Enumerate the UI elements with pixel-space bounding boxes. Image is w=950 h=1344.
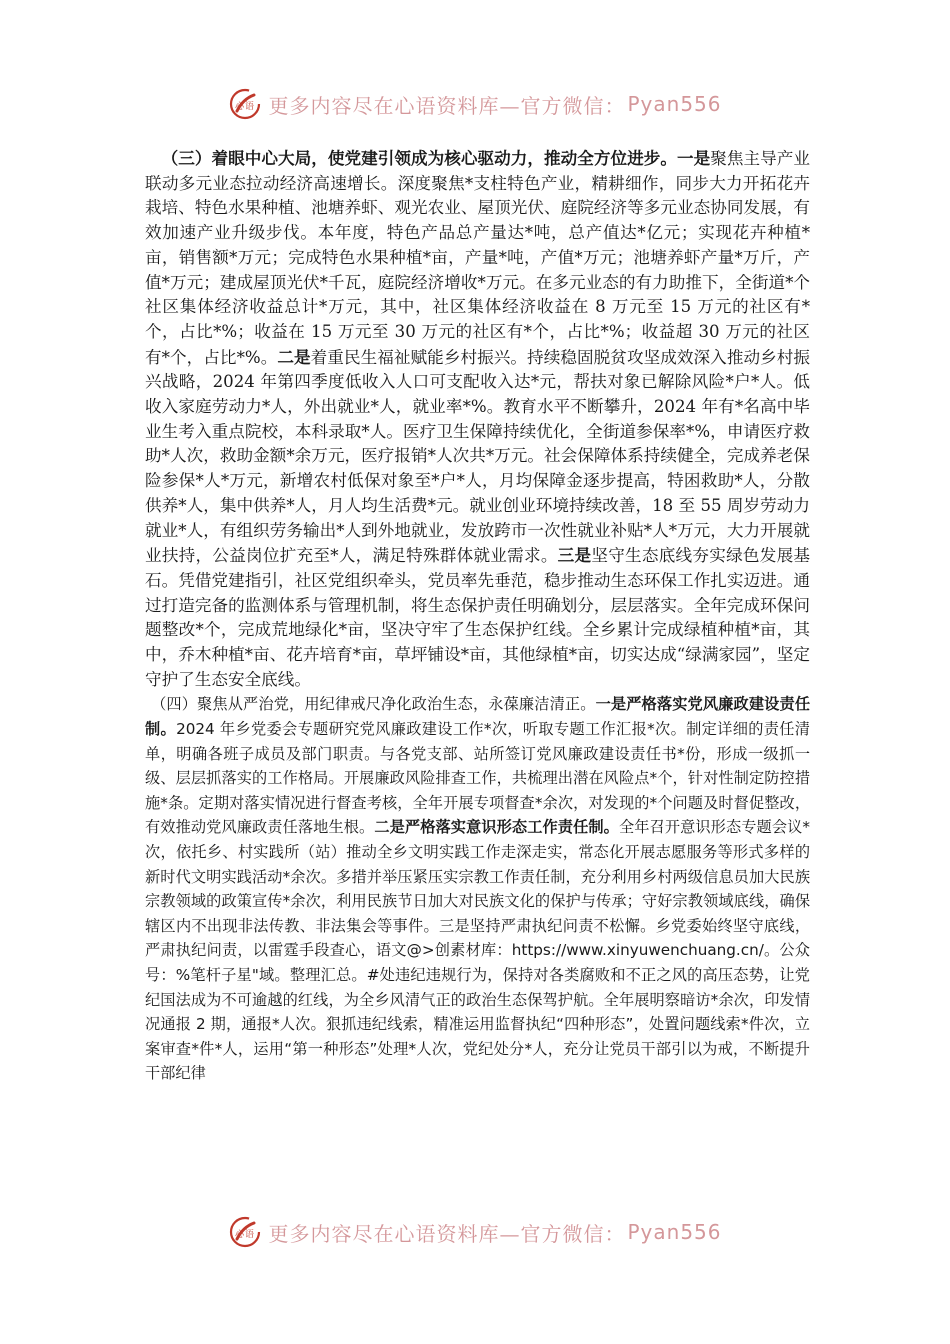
section-4-lead-1: 一是严格落实党风廉政建设责任制。 [145,695,811,739]
section-3-lead-3: 三是 [557,545,592,566]
watermark-header [0,84,950,124]
brush-logo-icon [228,87,262,121]
section-4-paragraph [145,692,810,1086]
section-3-lead-2: 二是 [277,346,311,367]
document-body [145,146,810,1086]
watermark-wechat-id: Pyan556 [627,92,722,116]
svg-text:心语: 心语 [235,1230,256,1240]
section-4-heading: （四）聚焦从严治党，用纪律戒尺净化政治生态，永葆廉洁清正。 [151,695,596,714]
section-3-text-1: 聚焦主导产业联动多元业态拉动经济高速增长。深度聚焦*支柱特色产业，精耕细作，同步大力开拓花卉栽培、特色水果种植、池塘养虾、观光农业、屋顶光伏、庭院经济等多元业态协同发展，有效加速产业升级步伐。本年度，特色产品总产量达*吨，总产值达*亿元；实现花卉种植*亩，销售额*万元；完成特色水果种植*亩，产量*吨，产值*万元；池塘养虾产量*万斤，产值*万元；建成屋顶光伏*千瓦，庭院经济增收*万元。在多元业态的有力助推下，全街道*个社区集体经济收益总计*万元，其中，社区集体经济收益在 8 万元至 15 万元的社区有*个，占比*%；收益在 15 万元至 30 万元的社区有*个，占比*%；收益超 30 万元的社区有*个，占比*%。 [145,149,811,367]
section-3-text-2: 着重民生福祉赋能乡村振兴。持续稳固脱贫攻坚成效深入推动乡村振兴战略，2024 年第四季度低收入人口可支配收入达*元，帮扶对象已解除风险*户*人。低收入家庭劳动力*人，外出就业*人，就业率*%。教育水平不断攀升，2024 年有*名高中毕业生考入重点院校，本科录取*人。医疗卫生保障持续优化，全街道参保率*%，申请医疗救助*人次，救助金额*余万元，医疗报销*人次共*万元。社会保障体系持续健全，完成养老保险参保*人*万元，新增农村低保对象至*户*人，月均保障金逐步提高，特困救助*人，分散供养*人，集中供养*人，月人均生活费*元。就业创业环境持续改善，18 至 55 周岁劳动力就业*人，有组织劳务输出*人到外地就业，发放跨市一次性就业补贴*人*万元，大力开展就业扶持，公益岗位扩充至*人，满足特殊群体就业需求。 [145,347,811,566]
watermark-text: 更多内容尽在心语资料库—官方微信： [268,93,626,118]
svg-text:心语: 心语 [235,102,256,112]
watermark-footer [0,1212,950,1252]
brush-logo-icon [228,1215,262,1249]
watermark-text: 更多内容尽在心语资料库—官方微信： [268,1221,626,1246]
section-3-lead-1: 一是 [677,148,711,168]
section-4-text-1: 2024 年乡党委会专题研究党风廉政建设工作*次，听取专题工作汇报*次。制定详细的责任清单，明确各班子成员及部门职责。与各党支部、站所签订党风廉政建设责任书*份，形成一级抓一级、层层抓落实的工作格局。开展廉政风险排查工作，共梳理出潜在风险点*个，针对性制定防控措施*条。定期对落实情况进行督查考核，全年开展专项督查*余次，对发现的*个问题及时督促整改，有效推动党风廉政责任落地生根。 [145,720,810,837]
section-4-lead-2: 二是严格落实意识形态工作责任制。 [374,818,619,837]
section-3-heading: （三）着眼中心大局，使党建引领成为核心驱动力，推动全方位进步。 [161,148,678,168]
watermark-wechat-id: Pyan556 [627,1220,722,1244]
section-3-paragraph [145,146,810,692]
section-3-text-3: 坚守生态底线夯实绿色发展基石。凭借党建指引，社区党组织牵头，党员率先垂范，稳步推动生态环保工作扎实迈进。通过打造完备的监测体系与管理机制，将生态保护责任明确划分，层层落实。全年完成环保问题整改*个，完成荒地绿化*亩，坚决守牢了生态保护红线。全乡累计完成绿植种植*亩，其中，乔木种植*亩、花卉培育*亩，草坪铺设*亩，其他绿植*亩，切实达成“绿满家园”，坚定守护了生态安全底线。 [145,546,811,689]
section-4-text-2: 全年召开意识形态专题会议*次，依托乡、村实践所（站）推动全乡文明实践工作走深走实，常态化开展志愿服务等形式多样的新时代文明实践活动*余次。多措并举压紧压实宗教工作责任制，充分利用乡村两级信息员加大民族宗教领域的政策宣传*余次，利用民族节日加大对民族文化的保护与传承；守好宗教领域底线，确保辖区内不出现非法传教、非法集会等事件。三是坚持严肃执纪问责不松懈。乡党委始终坚守底线，严肃执纪问责，以雷霆手段查心，语文@>创素材库：https://www.xinyuwenchuang.cn/。公众号：%笔杆子星"域。整理汇总。#处违纪违规行为，保持对各类腐败和不正之风的高压态势，让党纪国法成为不可逾越的红线，为全乡风清气正的政治生态保驾护航。全年展明察暗访*余次，印发情况通报 2 期，通报*人次。狠抓违纪线索，精准运用监督执纪“四种形态”，处置问题线索*件次，立案审查*件*人，运用“第一种形态”处理*人次，党纪处分*人，充分让党员干部引以为戒，不断提升干部纪律 [145,818,811,1083]
